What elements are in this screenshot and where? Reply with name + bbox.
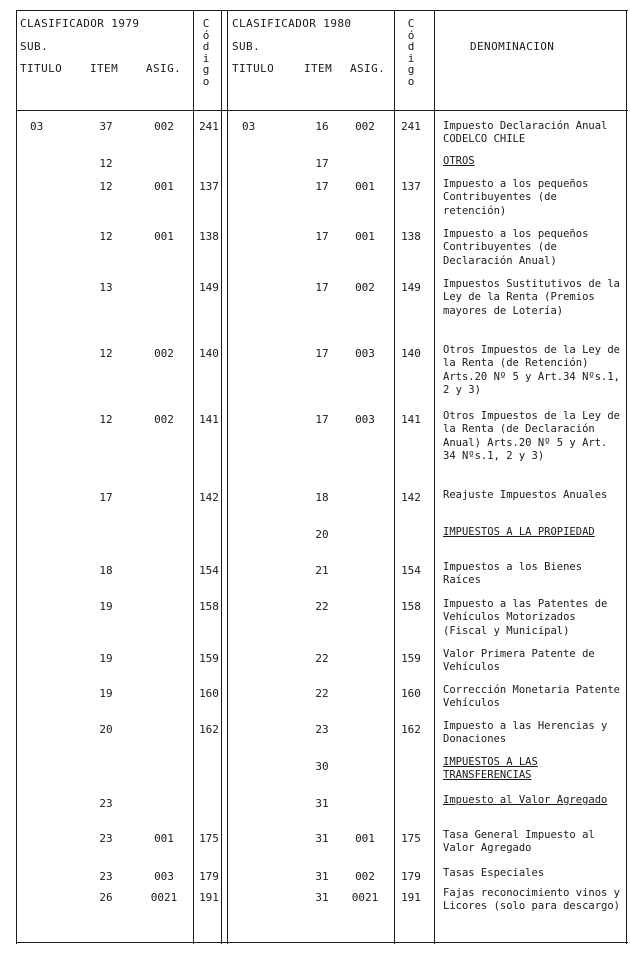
item-1980: 20 [315, 528, 329, 541]
codigo-letter: i [202, 51, 210, 65]
item-1979: 12 [99, 230, 113, 243]
denominacion: Fajas reconocimiento vinos y Licores (solo para descargo) [443, 887, 621, 913]
codigo-1980: 141 [401, 413, 421, 426]
codigo-letter: ó [202, 28, 210, 42]
item-1979: 13 [99, 281, 113, 294]
header-1980-title: CLASIFICADOR 1980 [232, 17, 352, 30]
item-1980: 22 [315, 600, 329, 613]
item-1980: 17 [315, 180, 329, 193]
codigo-letter: i [407, 51, 415, 65]
item-1980: 17 [315, 413, 329, 426]
item-1980: 23 [315, 723, 329, 736]
denominacion-heading: IMPUESTOS A LAS TRANSFERENCIAS [443, 756, 538, 782]
header-1980-codigo [404, 18, 418, 87]
asig-1980: 0021 [351, 891, 379, 904]
codigo-1980: 154 [401, 564, 421, 577]
codigo-1979: 137 [199, 180, 219, 193]
item-1980: 22 [315, 652, 329, 665]
left-border [16, 10, 17, 944]
item-1980: 31 [315, 797, 329, 810]
asig-1980: 001 [355, 230, 375, 243]
item-1979: 12 [99, 413, 113, 426]
item-1979: 20 [99, 723, 113, 736]
header-divider [16, 110, 628, 111]
codigo-1979: 241 [199, 120, 219, 133]
header-1980-titulo: TITULO [232, 62, 275, 75]
codigo-1980: 138 [401, 230, 421, 243]
codigo-letter: C [407, 17, 415, 30]
codigo-letter: d [202, 40, 210, 53]
denominacion: Tasas Especiales [443, 867, 545, 879]
denominacion: Otros Impuestos de la Ley de la Renta (de Retención) Arts.20 Nº 5 y Art.34 Nºs.1, 2 y 3) [443, 344, 621, 397]
item-1980: 31 [315, 832, 329, 845]
item-1980: 18 [315, 491, 329, 504]
denominacion: Impuesto a las Herencias y Donaciones [443, 720, 608, 746]
column-divider-codigo-1979 [193, 10, 194, 944]
codigo-1979: 179 [199, 870, 219, 883]
item-1980: 22 [315, 687, 329, 700]
denominacion: Impuesto a los pequeños Contribuyentes (de retención) [443, 178, 589, 217]
denominacion: Corrección Monetaria Patente Vehículos [443, 684, 621, 710]
header-1979-codigo [199, 18, 213, 87]
codigo-1979: 191 [199, 891, 219, 904]
titulo-1980: 03 [242, 120, 256, 133]
codigo-1979: 140 [199, 347, 219, 360]
codigo-letter: g [202, 63, 210, 76]
codigo-1980: 191 [401, 891, 421, 904]
top-border [16, 10, 628, 11]
asig-1980: 002 [355, 281, 375, 294]
denominacion-heading: IMPUESTOS A LA PROPIEDAD [443, 526, 595, 538]
column-divider-denominacion [434, 10, 435, 944]
codigo-letter: g [407, 63, 415, 76]
asig-1980: 001 [355, 180, 375, 193]
item-1979: 18 [99, 564, 113, 577]
item-1980: 17 [315, 347, 329, 360]
codigo-letter: o [407, 74, 415, 88]
codigo-1980: 158 [401, 600, 421, 613]
header-1979-asig: ASIG. [146, 62, 182, 75]
column-divider-codigo-1980 [394, 10, 395, 944]
item-1980: 31 [315, 870, 329, 883]
denominacion: Impuestos a los Bienes Raíces [443, 561, 583, 587]
denominacion: Otros Impuestos de la Ley de la Renta (de Declaración Anual) Arts.20 Nº 5 y Art. 34 Nºs.1, 2 y 3) [443, 410, 621, 463]
item-1979: 19 [99, 652, 113, 665]
codigo-letter: d [407, 40, 415, 53]
codigo-1980: 137 [401, 180, 421, 193]
codigo-1980: 241 [401, 120, 421, 133]
asig-1979: 002 [154, 120, 174, 133]
codigo-1980: 159 [401, 652, 421, 665]
item-1979: 17 [99, 491, 113, 504]
denominacion: Tasa General Impuesto al Valor Agregado [443, 829, 595, 855]
denominacion-heading: OTROS [443, 155, 475, 167]
asig-1980: 002 [355, 870, 375, 883]
asig-1980: 002 [355, 120, 375, 133]
codigo-1980: 179 [401, 870, 421, 883]
item-1979: 19 [99, 687, 113, 700]
column-divider-1980-group [221, 10, 222, 944]
item-1980: 30 [315, 760, 329, 773]
codigo-1979: 141 [199, 413, 219, 426]
codigo-1979: 159 [199, 652, 219, 665]
item-1980: 16 [315, 120, 329, 133]
item-1979: 37 [99, 120, 113, 133]
codigo-letter: o [202, 74, 210, 88]
item-1980: 21 [315, 564, 329, 577]
denominacion: Impuesto a las Patentes de Vehículos Motorizados (Fiscal y Municipal) [443, 598, 608, 637]
denominacion: Impuesto Declaración Anual CODELCO CHILE [443, 120, 608, 146]
denominacion-heading: Impuesto al Valor Agregado [443, 794, 608, 806]
item-1979: 12 [99, 157, 113, 170]
codigo-1979: 138 [199, 230, 219, 243]
asig-1979: 002 [154, 347, 174, 360]
column-divider-1980-group-inner [227, 10, 228, 944]
item-1980: 31 [315, 891, 329, 904]
asig-1979: 001 [154, 832, 174, 845]
item-1980: 17 [315, 157, 329, 170]
codigo-1979: 149 [199, 281, 219, 294]
asig-1979: 002 [154, 413, 174, 426]
codigo-letter: C [202, 17, 210, 30]
codigo-1980: 162 [401, 723, 421, 736]
codigo-1979: 162 [199, 723, 219, 736]
item-1979: 12 [99, 347, 113, 360]
header-denominacion: DENOMINACION [470, 40, 555, 53]
denominacion: Valor Primera Patente de Vehículos [443, 648, 595, 674]
asig-1979: 003 [154, 870, 174, 883]
header-1979-title: CLASIFICADOR 1979 [20, 17, 140, 30]
codigo-1980: 140 [401, 347, 421, 360]
item-1980: 17 [315, 230, 329, 243]
asig-1979: 0021 [150, 891, 178, 904]
asig-1980: 003 [355, 347, 375, 360]
bottom-border [16, 942, 628, 943]
codigo-1980: 175 [401, 832, 421, 845]
header-1980-item: ITEM [304, 62, 333, 75]
item-1979: 23 [99, 832, 113, 845]
codigo-1980: 142 [401, 491, 421, 504]
item-1979: 23 [99, 797, 113, 810]
header-1980-asig: ASIG. [350, 62, 386, 75]
codigo-1979: 158 [199, 600, 219, 613]
asig-1979: 001 [154, 180, 174, 193]
codigo-1979: 142 [199, 491, 219, 504]
denominacion: Impuestos Sustitutivos de la Ley de la Renta (Premios mayores de Lotería) [443, 278, 621, 317]
right-border [626, 10, 627, 944]
item-1979: 12 [99, 180, 113, 193]
asig-1979: 001 [154, 230, 174, 243]
codigo-letter: ó [407, 28, 415, 42]
codigo-1979: 160 [199, 687, 219, 700]
titulo-1979: 03 [30, 120, 44, 133]
codigo-1979: 154 [199, 564, 219, 577]
denominacion: Impuesto a los pequeños Contribuyentes (de Declaración Anual) [443, 228, 589, 267]
header-1979-titulo: TITULO [20, 62, 63, 75]
codigo-1980: 160 [401, 687, 421, 700]
header-1980-sub: SUB. [232, 40, 261, 53]
item-1979: 26 [99, 891, 113, 904]
item-1980: 17 [315, 281, 329, 294]
asig-1980: 001 [355, 832, 375, 845]
header-1979-item: ITEM [90, 62, 119, 75]
codigo-1980: 149 [401, 281, 421, 294]
item-1979: 23 [99, 870, 113, 883]
asig-1980: 003 [355, 413, 375, 426]
denominacion: Reajuste Impuestos Anuales [443, 489, 608, 501]
codigo-1979: 175 [199, 832, 219, 845]
item-1979: 19 [99, 600, 113, 613]
header-1979-sub: SUB. [20, 40, 49, 53]
